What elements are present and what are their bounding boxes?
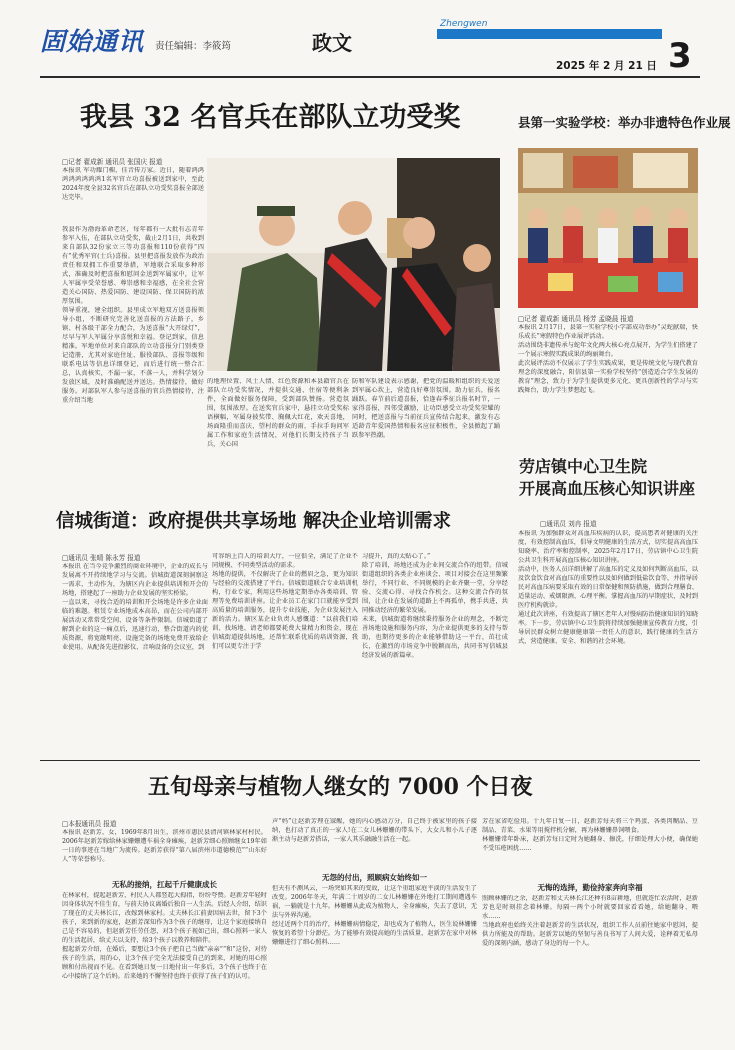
section-divider <box>40 760 700 761</box>
article3-byline: □通讯员 张晴 陈永芳 报道 <box>62 554 141 562</box>
article5-subhead3: 无悔的选择，勤俭持家奔向幸福 <box>537 883 643 892</box>
article5-title: 五旬母亲与植物人继女的 7000 个日夜 <box>148 774 533 800</box>
article3-col1: 本报讯 在当今竞争激烈的商业环境中，企业的成长与发展离不开持续地学习与交流。信城街道深刻洞察这一需求，主动作为，为辖区内企业提供培训和开会的场地，搭建起了一座助力企业发展的坚实桥梁。 一直以来，寻找合适的培训和开会场地是许多企业面临的难题。租赁专业场地成本高昂，而在公司内部开展活动又常常受空间、设备等条件限制。信城街道了解到企业的这一痛点后，迅速行动，整合街道内的优质资源，将宽敞明亮、设施完备的场地免费开放给企业使用。从配备先进投影仪、音响设备的会议室，到 <box>62 563 208 651</box>
article4-text: 本报讯 为加强群众对高血压疾病的认识，提高患者对健康的关注度，有效控制高血压，倡导文明健康的生活方式，切实提高高血压知晓率、治疗率和控制率，2025年2月17日，劳店镇中心卫生院公共卫生科开展高血压核心知识讲座。 活动中，医务人员详细讲解了高血压的定义及如何判断高血压，以及饮食饮食对高血压的重要性以及如何做到低盐饮食等，并指导居民对高血压病要采取有效的日常保健和预防措施，做到合理膳食、适量运动、戒烟限酒、心理平衡。掌握高血压的早期症状，及时到医疗机构就诊。 通过此次讲座，有效提高了辖区老年人对慢病防治健康知识的知晓率。下一步，劳店镇中心卫生院将持续加强健康宣传教育力度，引导居民群众树立健康健康第一责任人的意识，践行健康的生活方式，营造健康、安全、和谐的社会环境。 <box>518 530 698 645</box>
article5-col1b: 在林家村，提起赵新芳，村民人人都竖起大拇指，纷纷夸赞。赵新芳年轻时因身体状况不佳生育，与前夫协议离婚后独自一人生活。后经人介绍，结识了现在的丈夫林长江，改嫁到林家村。丈夫林长江前妻因病去世，留下3个孩子，来到新的家庭，赵新芳深知作为3个孩子的继母，让这个家庭接纳自己是不容易的，但赵新芳任劳任怨，对3个孩子视如己出，细心照料一家人的生活起居，给丈夫以支持，给3个孩子以教养和陪伴。 握起新芳介绍，在婚后，要想让3个孩子把自己当做“亲亲”“和”这份，对待孩子的生活，用的心，让3个孩子完全无法接受自己的到来，对她的用心照顾和付出视而不见。在看到她日复一日地付出一年多后，3个孩子也终于在心中接纳了这个后妈。后来她的不懈坚持也终于获得了孩子们的认可。 <box>62 892 267 980</box>
masthead <box>0 0 735 80</box>
article5-col3: 芳在家省吃俭用。十九年日复一日，赵新芳每天将三个鸡蛋、各类肉糊品、豆制品、青菜、水果等用搅拌机分解，再为林姗姗鼻饲喂食。 林姗姗常年卧床，赵新芳每日定时为她翻身、擦洗，仔细处理大小便，确保她不受压疮困扰…… <box>482 818 698 852</box>
article1-title: 我县 32 名官兵在部队立功受奖 <box>80 102 461 133</box>
article1-byline: □记者 翟成新 通讯员 张国庆 报道 <box>62 158 163 166</box>
masthead-rule <box>40 76 700 78</box>
article3-title: 信城街道：政府提供共享场地 解决企业培训需求 <box>56 511 451 532</box>
article3-col2: 可容纳上百人的培训大厅，一应俱全，满足了企业不同规模、不同类型活动的需求。 场地的提供，不仅解决了企业的燃眉之急，更为知识与经验的交流搭建了平台。信城街道联合专业培训机构，行业专家，利用这些场地定期举办各类培训、管理等免费培训讲座。让企业员工在家门口就能享受到高质量的培训服务，提升专业技能，为企业发展注入新的活力。辖区某企业负责人感慨道：“以前我们培训、找场地、请老师都要耗费大量精力和资金，现在信城街道提供场地，还帮忙联系优质的培训资源，我们可以更专注于学 <box>212 553 358 650</box>
section-en: Zhengwen <box>440 19 488 29</box>
section-band <box>437 29 662 39</box>
editor-credit: 责任编辑：李筱筠 <box>155 41 232 52</box>
date: 2025 年 2 月 21 日 <box>556 60 657 72</box>
article5-col1: 本报讯 赵新芳，女，1969年8月出生，滨州市惠民县清河镇林家村村民。2006年赵新芳嫁给林家姗姗遭车祸全身瘫痪，赵新芳细心照顾继女19年如一日的事迹在当地广为流传。赵新芳获得“第八届滨州市道德模范”“山东好人”等荣誉称号。 <box>62 829 267 863</box>
article5-subhead1: 无私的接纳，扛起千斤健康成长 <box>112 880 217 889</box>
article5-col2b: 但天有不测风云，一场突如其来的变故，让这个重组家庭平淡的生活发生了改变。2006年冬天，年满二十周岁的二女儿林姗姗在外地打工期间遭遇车祸，一躺就是十九年。林姗姗从此成为植物人，全身瘫痪，失去了意识，无法与外界沟通。 经过近两个月的治疗，林姗姗病情稳定，却也成为了植物人，医生说林姗姗恢复的希望十分渺茫。为了能够有效提高她的生活质量，赵新芳在家中对林姗姗进行了细心照料…… <box>272 885 477 946</box>
article4-byline: □通讯员 刘冉 报道 <box>540 520 597 528</box>
article5-subhead2: 无怨的付出，照顾病女始终如一 <box>322 873 427 882</box>
article1-col3: 防和军队建设表示感谢，把党的温暖和组织的关爱送到军属心坎上，营造良好尊崇氛围。助力征兵，报名踊跃。春节前后道喜报，恰逢春季征兵报名时节，一家得喜报，四邻受激励，让功臣感受立功受奖荣耀的同时，把送喜报与当前征兵宣传结合起来，激发有志适龄青年爱国热情和报名应征积极性，全县掀起了踊跃参军热潮。 <box>352 378 500 439</box>
article2-title: 县第一实验学校：举办非遗特色作业展 <box>518 115 731 130</box>
article1-col1: 我县作为渤海革命老区，每年都有一大批有志青年参军入伍，在部队立功受奖，截止2月1日，共收到来自部队32份家立三等功喜报和110份获得“四有”优秀军官(士兵)喜报。县里把喜报发放作为政治责任和双拥工作重要举措，军地联合采取多种形式，准确及时把喜报和慰问金送到军属家中，让军人军属享受荣誉感、尊崇感和幸福感，在全社会营造关心国防、热爱国防、建设国防、保卫国防的浓厚氛围。 领导重视，建全组织。县里成立军地双方送喜报领导小组，不断研究完善化送喜报的方法路子，乡镇、村各级干部全力配合，为送喜报“大开绿灯”，尽早与军人军属分享喜悦和幸福。登记到家，信息精准。军地单位对来自部队的立功喜报分门别类登记造册，尤其对家庭住址、服役部队、喜报等级和联系电话等信息详细登记，而后进行统一整合汇总，认真核实，不漏一家，不落一人，并科学划分发放区域，及时准确配送并送达。热情接待，做好服务。对部队军人参与送喜报的官兵热情接待，注重介绍当地 <box>62 226 204 404</box>
page-number: 3 <box>668 36 692 76</box>
soldier-award-photo <box>207 158 500 371</box>
article1-col2: 的地理位置、风土人情、红色资源和本县籍官兵在部队立功受奖情况，并提供交通、住宿等便利条件，全面做好服务保障，受到部队赞扬。营造氛围，氛围浓厚。在送奖官兵家中，悬挂立功受奖标语横幅，军属身披奖带、胸佩大红花，欢天喜地，场面隆重而喜庆，望村的群众的雨，手拉手询问军属工作和家庭生活情况，对他们长期支持孩子当兵，关心国 <box>207 378 349 448</box>
article3-col3: 习提升，真的太贴心了。” 除了培训，场地还成为企业间交流合作的纽带。信城街道组织的各类企业座谈会、项目对接会在这里频繁举行，不同行业、不同规模的企业齐聚一堂，分享经验、交流心得、寻找合作机会。这种交流合作的氛围，让企业在发展的道路上不再孤单，携手共进，共同推动经济的繁荣发展。 未来，信城街道将继续秉持服务企业的理念，不断完善场地设施和服务内容，为企业提供更多的支持与帮助，也期待更多的企业能够借助这一平台，茁壮成长，在激烈的市场竞争中脱颖而出，共同书写信城县经济发展的新篇章。 <box>362 553 508 659</box>
article2-text: 本报讯 2月17日，县第一实验学校小学部成功举办“灵蛇献瑞，快乐成长”寒假特色作业展评活动。 活动围绕非遗传承与蛇年文化两大核心亮点展开，为学生们搭建了一个展示寒假实践成果的绚丽舞台。 此次展评活动不仅展示了学生实践成果，更是传统文化与现代教育理念的深度融合，阳信县第一实验学校坚持“创造适合学生发展的教育”理念，致力于为学生提供更多元化、更具创新性的学习与实践舞台，助力学生梦想起飞。 <box>518 324 698 394</box>
student-exhibition-photo <box>518 148 698 308</box>
article4-title: 劳店镇中心卫生院 开展高血压核心知识讲座 <box>519 457 696 498</box>
article1-lead: 本报讯 军功耀门楣，佳音传万家。近日，随着鸿鸿鸿鸿鸿鸿鸿鸿1名军官立功喜报被送到家中，至此2024年度全县32名官兵在部队立功受奖喜报全部送达完毕。 <box>62 167 204 201</box>
masthead-logo: 固始通讯 <box>40 27 145 56</box>
section-title: 政文 <box>312 31 352 55</box>
article2-byline: □记者 翟成新 通讯员 杨芳 孟晓晨 报道 <box>518 315 634 323</box>
article5-byline: □本报通讯员 报道 <box>62 820 117 828</box>
article5-col2: 声“妈”让赵新芳理在寐醒，她的内心感动万分，自己终于被家里的孩子接纳，也打动了真正的一家人!在二女儿林姗姗的带头下，大女儿和小儿子逐渐主动与赵新芳搭话，一家人其乐融融生活在一起。 <box>272 818 477 843</box>
article5-col3b: 照顾林姗的之余，赵新芳和丈夫林长江还种有8亩耕地，但就连忙农活时，赵新芳也是时刻挂念着林姗。每隔一两个小时就要回家看看她，给她翻身、喂水…… 当地政府也始终关注着赵新芳的生活状况，组织工作人员前往她家中慰问，提供力所能及的帮助。赵新芳以她的坚韧与善良书写了人间大爱，诠释着无私母爱的深刻内涵，感动了身边的每一个人。 <box>482 895 698 947</box>
